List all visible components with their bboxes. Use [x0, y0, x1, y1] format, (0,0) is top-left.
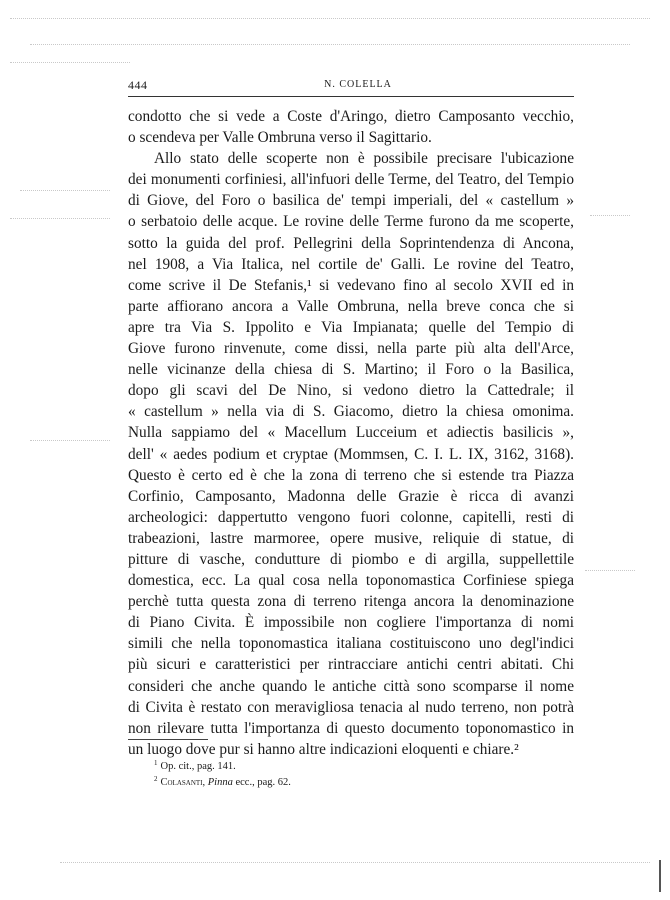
footnote-text: ecc., pag. 62.	[235, 777, 291, 788]
page-number: 444	[128, 78, 148, 92]
scan-noise-right-1	[590, 215, 630, 216]
text-line: non rilevare tutta l'importanza di questo documento toponomastico in	[128, 719, 574, 737]
text-line: Nulla sappiamo del « Macellum Lucceium et adiectis basilicis »,	[128, 424, 574, 442]
text-line: condotto che si vede a Coste d'Aringo, dietro Camposanto vecchio,	[128, 108, 574, 125]
text-line: domestica, ecc. La qual cosa nella toponomastica Corfiniese spiega	[128, 572, 574, 590]
scan-noise-top-2	[30, 44, 630, 45]
scan-noise-left-3	[30, 440, 110, 441]
running-head: N. COLELLA	[324, 79, 392, 90]
footnote-rule	[128, 739, 208, 740]
scan-noise-left-1	[20, 190, 110, 191]
scan-edge-mark	[659, 860, 661, 892]
footnote-2	[128, 771, 574, 787]
text-line: simili che nella toponomastica italiana costituiscono uno degl'indici	[128, 635, 574, 653]
text-line: dei monumenti corfiniesi, all'infuori delle Terme, del Teatro, del Tempio	[128, 171, 574, 189]
scan-noise-bottom-1	[60, 862, 650, 863]
text-line: archeologici: dappertutto vengono fuori colonne, capitelli, resti di	[128, 508, 574, 526]
text-line: Questo è certo ed è che la zona di terreno che si estende tra Piazza	[128, 466, 574, 484]
text-line: consideri che anche quando le antiche città sono scomparse il nome	[128, 677, 574, 695]
text-line: di Giove, del Foro o basilica de' tempi imperiali, del « castellum »	[128, 192, 574, 210]
scan-noise-right-2	[585, 570, 635, 571]
text-line: più sicuri e caratteristici per rintracciare antichi centri abitati. Chi	[128, 656, 574, 674]
footnote-marker: 2	[154, 775, 158, 783]
text-line: parte affiorano ancora a Valle Ombruna, nella breve conca che si	[128, 297, 574, 315]
footnotes	[128, 755, 574, 787]
footnote-author: Colasanti,	[160, 777, 206, 788]
text-line: nel 1908, a Via Italica, nel cortile de' Galli. Le rovine del Teatro,	[128, 255, 574, 273]
footnote-marker: 1	[154, 759, 158, 767]
text-line: dopo gli scavi del De Nino, si vedono dietro la Cattedrale; il	[128, 382, 574, 400]
body-text	[128, 106, 574, 760]
text-line: trabeazioni, lastre marmoree, opere musive, reliquie di statue, di	[128, 529, 574, 547]
text-line: perchè tutta questa zona di terreno ritenga ancora la denominazione	[128, 593, 574, 611]
text-line: un luogo dove pur si hanno altre indicazioni eloquenti e chiare.²	[128, 740, 519, 758]
text-line: « castellum » nella via di S. Giacomo, dietro la chiesa omonima.	[128, 403, 574, 421]
text-line: o scendeva per Valle Ombruna verso il Sagittario.	[128, 129, 432, 147]
scan-noise-left-2	[10, 218, 110, 219]
text-line: di Piano Civita. È impossibile non cogliere l'importanza di nomi	[128, 614, 574, 632]
text-line: nelle vicinanze della chiesa di S. Martino; il Foro o la Basilica,	[128, 361, 574, 379]
paragraph-first-line: Allo stato delle scoperte non è possibile precisare l'ubicazione	[154, 150, 574, 168]
text-line: pitture di vasche, condutture di piombo e di argilla, suppellettile	[128, 550, 574, 568]
text-line: Corfinio, Camposanto, Madonna delle Grazie è ricca di avanzi	[128, 487, 574, 505]
text-line: come scrive il De Stefanis,¹ si vedevano fino al secolo XVII ed in	[128, 276, 574, 294]
scan-noise-top-1	[10, 18, 650, 19]
text-line: o serbatoio delle acque. Le rovine delle Terme furono da me scoperte,	[128, 213, 574, 231]
text-line: dell' « aedes podium et cryptae (Mommsen, C. I. L. IX, 3162, 3168).	[128, 445, 574, 463]
footnote-1	[128, 755, 574, 771]
scan-noise-top-3	[10, 62, 130, 63]
page-header	[128, 76, 574, 97]
footnote-text: Op. cit., pag. 141.	[160, 761, 236, 772]
text-line: apre tra Via S. Ippolito e Via Impianata; quelle del Tempio di	[128, 318, 574, 336]
text-line: sotto la guida del prof. Pellegrini della Soprintendenza di Ancona,	[128, 234, 574, 252]
text-line: di Civita è restato con meravigliosa tenacia al nudo terreno, non potrà	[128, 698, 574, 716]
text-line: Giove furono rinvenute, come dissi, nella parte più alta dell'Arce,	[128, 340, 574, 358]
footnote-title: Pinna	[207, 777, 233, 788]
